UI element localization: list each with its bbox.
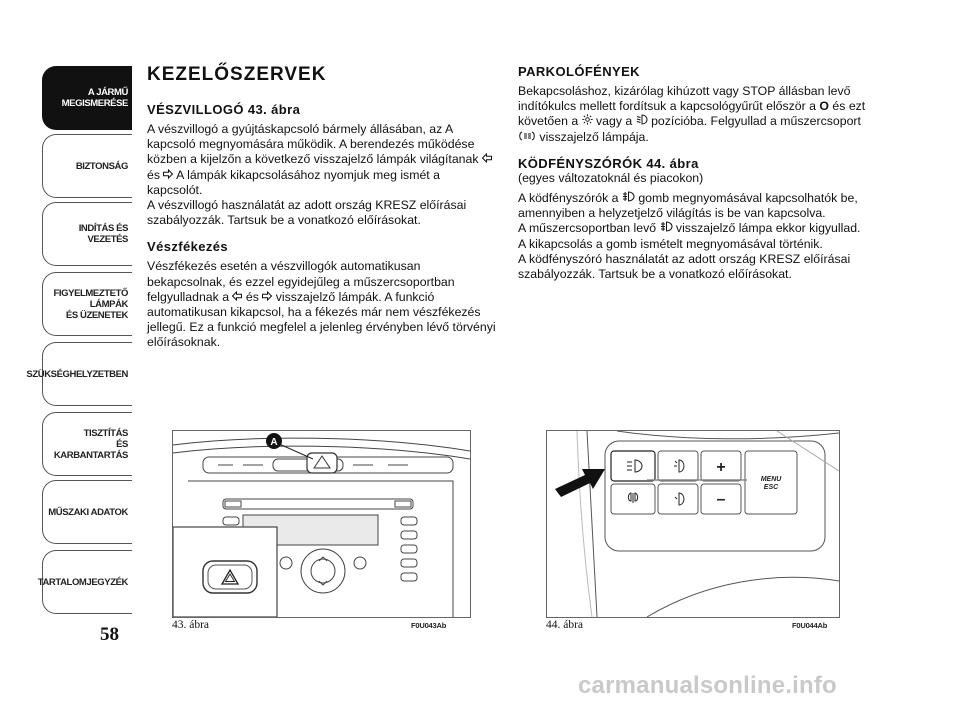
tab-starting-driving[interactable]: INDÍTÁS ÉS VEZETÉS <box>42 202 132 266</box>
chapter-sidebar <box>26 66 132 616</box>
hazard-paragraph: A vészvillogó a gyújtáskapcsoló bármely állásában, az A kapcsoló megnyomására működik. A berendezés működése közben a kijelzőn a következő visszajelző lámpák világítanak és A lámpák kikapcsolásához nyomjuk meg ismét a kapcsolót. A vészvillogó használatát az adott ország KRESZ előírásai szabályozzák. Tartsuk be a vonatkozó előírásokat. <box>147 122 497 228</box>
figure-43-dashboard <box>172 430 471 618</box>
tab-technical-data[interactable]: MŰSZAKI ADATOK <box>42 480 132 544</box>
menu-label: MENU <box>760 476 782 483</box>
fog-lights-subtitle: (egyes változatoknál és piacokon) <box>518 170 704 185</box>
page-title: KEZELŐSZERVEK <box>147 64 327 85</box>
tab-warning-lights[interactable]: FIGYELMEZTETŐ LÁMPÁK ÉS ÜZENETEK <box>42 272 132 336</box>
figure-43-caption: 43. ábra <box>172 619 210 631</box>
emergency-braking-title: Vészfékezés <box>147 239 229 255</box>
tab-safety[interactable]: BIZTONSÁG <box>42 134 132 198</box>
front-fog-light-icon <box>660 221 673 235</box>
front-fog-light-icon <box>622 191 635 205</box>
turn-right-indicator-icon <box>163 169 173 182</box>
parking-lights-title: PARKOLÓFÉNYEK <box>518 64 640 79</box>
side-lights-icon <box>518 131 536 144</box>
right-column <box>518 64 868 282</box>
tab-maintenance[interactable]: TISZTÍTÁS ÉS KARBANTARTÁS <box>42 412 132 476</box>
figure-43-code: F0U043Ab <box>411 621 447 630</box>
fog-lights-title: KÖDFÉNYSZÓRÓK 44. ábra <box>518 155 699 171</box>
low-beam-icon <box>636 114 648 128</box>
figure-44-code: F0U044Ab <box>792 621 828 630</box>
turn-right-indicator-icon <box>262 291 272 304</box>
figure-44-caption: 44. ábra <box>546 619 584 631</box>
tab-vehicle-overview[interactable]: A JÁRMŰ MEGISMERÉSE <box>42 66 132 130</box>
plus-label: + <box>716 459 726 476</box>
tab-emergency[interactable]: SZÜKSÉGHELYZETBEN <box>42 342 132 406</box>
dashboard-hazard-illustration <box>173 431 470 617</box>
parking-lights-paragraph: Bekapcsoláshoz, kizárólag kihúzott vagy STOP állásban levő indítókulcs mellett fordítsuk a kapcsológyűrűt először a O és ezt követően a vagy a pozícióba. Felgyullad a műszercsoport visszajelző lámpája. <box>518 84 866 144</box>
page-number: 58 <box>100 624 119 645</box>
fog-lights-paragraph: A ködfényszórók a gomb megnyomásával kapcsolhatók be, amennyiben a helyzetjelző világítás is be van kapcsolva. A műszercsoportban levő visszajelző lámpa ekkor kigyullad. A kikapcsolás a gomb ismételt megnyomásával történik. A ködfényszóró használatát az adott ország KRESZ előírásai szabályozzák. Tartsuk be a vonatkozó előírásokat. <box>518 191 861 282</box>
callout-marker-a: A <box>270 437 278 448</box>
sun-position-icon <box>582 114 593 128</box>
minus-label: – <box>716 491 726 508</box>
turn-left-indicator-icon <box>482 153 492 166</box>
emergency-braking-paragraph: Vészfékezés esetén a vészvillogók automatikusan bekapcsolnak, és ezzel egyidejűleg a műszercsoportban felgyulladnak a és visszajelző lámpák. A funkció automatikusan kikapcsol, ha a fékezés már nem vészfékezés jellegű. Ez a funkció megfelel a jelenleg érvényben lévő törvényi előírásoknak. <box>147 259 496 350</box>
turn-left-indicator-icon <box>232 291 242 304</box>
figure-44-light-switch-panel <box>546 430 840 618</box>
left-column <box>147 64 497 351</box>
hazard-section-title: VÉSZVILLOGÓ 43. ábra <box>147 102 301 117</box>
watermark: carmanualsonline.info <box>578 672 837 699</box>
tab-index[interactable]: TARTALOMJEGYZÉK <box>42 550 132 614</box>
fog-light-switch-illustration <box>547 431 839 617</box>
esc-label: ESC <box>763 484 779 491</box>
